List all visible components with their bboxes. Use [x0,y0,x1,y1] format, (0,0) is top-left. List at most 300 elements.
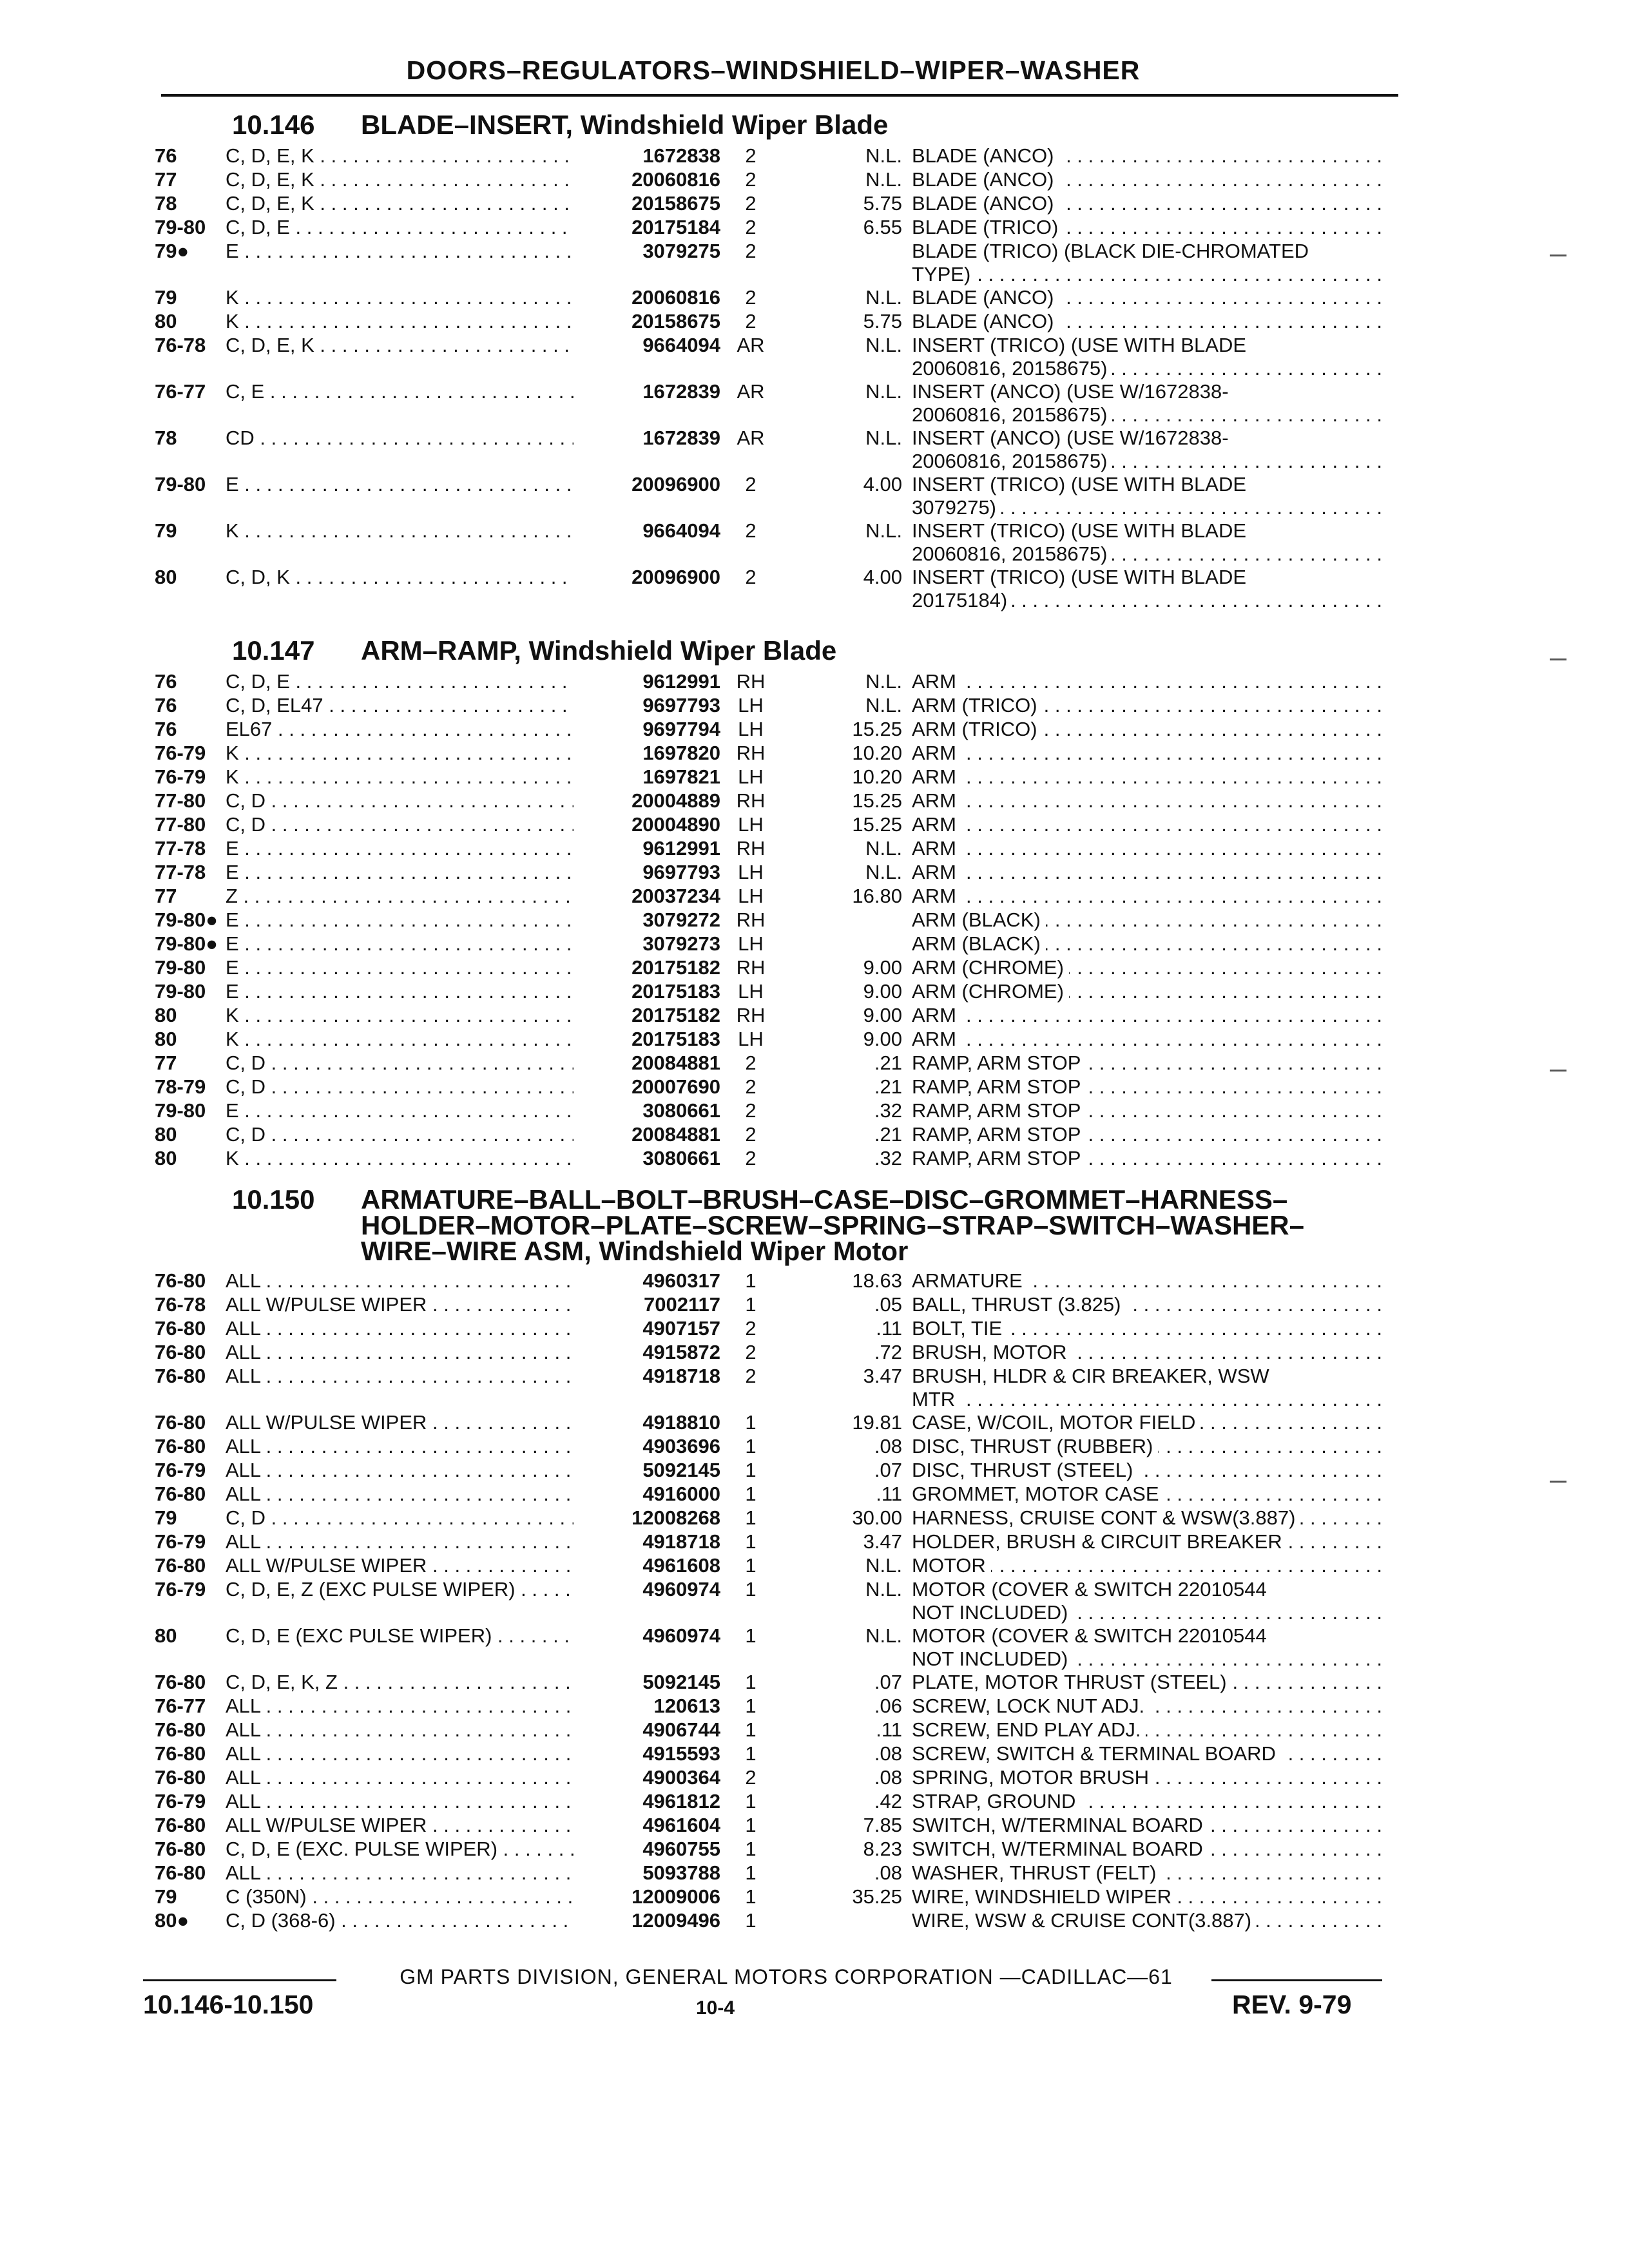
description-cell [912,1624,1382,1671]
year-range: 76-79 [155,1790,206,1812]
description: BRUSH, HLDR & CIR BREAKER, WSW MTR [912,1365,1269,1410]
year-range: 78 [155,192,177,215]
description-cell [912,566,1382,612]
description-cell [912,1004,1382,1027]
year-range: 76-80 [155,1671,206,1693]
table-row [0,1365,1629,1410]
description-cell [912,885,1382,908]
description-cell [912,427,1382,473]
model-code: E . . . [226,473,574,496]
description-cell [912,1742,1382,1765]
table-row [0,1838,1629,1863]
quantity: LH [738,932,764,955]
price: 9.00 [863,1028,902,1050]
quantity: 2 [745,1123,757,1146]
description: ARM [912,742,961,764]
footer-section-range: 10.146-10.150 [143,1990,314,2019]
year-range: 79● [155,240,189,262]
year-range: 77 [155,1052,177,1074]
price: .11 [876,1718,902,1741]
description: BOLT, TIE [912,1317,1007,1340]
table-row [0,1075,1629,1101]
quantity: 2 [745,286,757,309]
model-code: C, D, E, K . . . [226,144,574,168]
part-number: 20084881 [574,1123,720,1146]
description-cell [912,1578,1382,1624]
model-code: CD . . . [226,427,574,450]
quantity: RH [736,670,766,693]
table-row [0,1099,1629,1125]
part-number: 9664094 [574,519,720,543]
model-code: C, D, E, K . . . [226,168,574,191]
description-cell [912,1790,1382,1813]
model-code: ALL . . . [226,1341,574,1364]
part-number: 20007690 [574,1075,720,1099]
year-range: 76-80 [155,1814,206,1836]
description-cell [912,1341,1382,1364]
price: .07 [874,1671,902,1693]
model-code: K . . . [226,1004,574,1027]
model-code: K . . . [226,310,574,333]
price: 9.00 [863,956,902,979]
price: N.L. [865,1624,902,1647]
price: N.L. [865,168,902,191]
year-range: 77-80 [155,789,206,812]
part-number: 7002117 [574,1293,720,1316]
table-row [0,310,1629,336]
price: 16.80 [852,885,902,907]
part-number: 20175183 [574,980,720,1003]
model-code: C, D . . . [226,1506,574,1530]
part-number: 1697821 [574,765,720,789]
year-range: 78-79 [155,1075,206,1098]
section-title [232,1184,1304,1266]
description: ARM [912,1004,961,1026]
year-range: 76-80 [155,1317,206,1340]
description-cell [912,718,1382,741]
description-cell [912,1269,1382,1293]
description: ARM [912,765,961,788]
description-cell [912,286,1382,309]
part-number: 4961604 [574,1814,720,1837]
model-code: K . . . [226,1147,574,1170]
table-row [0,1530,1629,1556]
year-range: 77 [155,885,177,907]
year-range: 76-79 [155,742,206,764]
price: .07 [874,1459,902,1481]
table-row [0,908,1629,934]
model-code: ALL . . . [226,1435,574,1458]
table-row [0,861,1629,887]
section-number: 10.147 [232,635,315,666]
part-number: 5092145 [574,1459,720,1482]
part-number: 12008268 [574,1506,720,1530]
part-number: 120613 [574,1695,720,1718]
price: N.L. [865,286,902,309]
description: HARNESS, CRUISE CONT & WSW(3.887) [912,1506,1300,1529]
quantity: LH [738,765,764,788]
price: .08 [874,1766,902,1789]
description: RAMP, ARM STOP [912,1099,1086,1122]
model-code: ALL . . . [226,1695,574,1718]
quantity: 1 [745,1885,757,1908]
description: INSERT (ANCO) (USE W/1672838- 20060816, 20158675) [912,427,1229,472]
model-code: ALL . . . [226,1530,574,1553]
table-row [0,813,1629,839]
model-code: C, D . . . [226,1075,574,1099]
description-cell [912,1885,1382,1908]
description-cell [912,1075,1382,1099]
price: 4.00 [863,473,902,495]
year-range: 80 [155,566,177,588]
table-row [0,1435,1629,1461]
model-code: ALL W/PULSE WIPER . . . [226,1293,574,1316]
part-number: 20084881 [574,1052,720,1075]
year-range: 76-80 [155,1554,206,1577]
year-range: 80 [155,1123,177,1146]
description-cell [912,334,1382,380]
table-row [0,1293,1629,1319]
year-range: 76 [155,144,177,167]
model-code: ALL . . . [226,1317,574,1340]
model-code: EL67 . . . [226,718,574,741]
part-number: 9612991 [574,837,720,860]
description-cell [912,1099,1382,1122]
table-row [0,1695,1629,1720]
table-row [0,670,1629,696]
year-range: 79 [155,286,177,309]
description-cell [912,1718,1382,1742]
quantity: 1 [745,1293,757,1316]
part-number: 3079272 [574,908,720,932]
model-code: C, D, E (EXC PULSE WIPER) . . . [226,1624,574,1648]
part-number: 9697794 [574,718,720,741]
part-number: 20175183 [574,1028,720,1051]
model-code: C, D . . . [226,1052,574,1075]
price: N.L. [865,519,902,542]
model-code: ALL W/PULSE WIPER . . . [226,1411,574,1434]
description-cell [912,694,1382,717]
quantity: 1 [745,1411,757,1434]
description: ARM [912,885,961,907]
description: MOTOR [912,1554,991,1577]
footer-rule-left [143,1979,336,1981]
price: 15.25 [852,718,902,740]
description: INSERT (TRICO) (USE WITH BLADE 3079275) [912,473,1247,519]
price: 5.75 [863,310,902,332]
table-row [0,192,1629,218]
quantity: 2 [745,1317,757,1340]
description-cell [912,1861,1382,1885]
quantity: 1 [745,1718,757,1741]
table-row [0,1506,1629,1532]
year-range: 76-80 [155,1861,206,1884]
price: .32 [874,1147,902,1169]
part-number: 20060816 [574,168,720,191]
table-row [0,566,1629,611]
price: 4.00 [863,566,902,588]
model-code: ALL . . . [226,1718,574,1742]
description-cell [912,168,1382,191]
quantity: 1 [745,1554,757,1577]
table-row [0,837,1629,863]
price: N.L. [865,1554,902,1577]
quantity: 1 [745,1578,757,1600]
model-code: C, D, E (EXC. PULSE WIPER) . . . [226,1838,574,1861]
margin-tick [1550,255,1566,256]
description: BLADE (ANCO) [912,310,1059,332]
model-code: K . . . [226,519,574,543]
part-number: 3080661 [574,1147,720,1170]
quantity: LH [738,885,764,907]
year-range: 77-80 [155,813,206,836]
model-code: K . . . [226,765,574,789]
quantity: AR [737,334,765,356]
description: BLADE (ANCO) [912,192,1059,215]
price: N.L. [865,427,902,449]
quantity: 1 [745,1814,757,1836]
model-code: C, D, E, K . . . [226,334,574,357]
description: GROMMET, MOTOR CASE [912,1483,1164,1505]
description-cell [912,1671,1382,1694]
table-row [0,216,1629,242]
model-code: C, E . . . [226,380,574,403]
quantity: 2 [745,1075,757,1098]
model-code: E . . . [226,837,574,860]
price: N.L. [865,861,902,883]
table-row [0,1459,1629,1485]
description: WIRE, WSW & CRUISE CONT(3.887) [912,1909,1257,1932]
table-row [0,885,1629,910]
description: BLADE (ANCO) [912,286,1059,309]
description-cell [912,1838,1382,1861]
table-row [0,1341,1629,1367]
price: N.L. [865,1578,902,1600]
price: N.L. [865,380,902,403]
table-row [0,1790,1629,1816]
model-code: C, D . . . [226,1123,574,1146]
description: MOTOR (COVER & SWITCH 22010544 NOT INCLUDED) [912,1624,1267,1670]
table-row [0,1411,1629,1437]
description-cell [912,519,1382,566]
description-cell [912,1506,1382,1530]
year-range: 76-77 [155,1695,206,1717]
price: .42 [874,1790,902,1812]
year-range: 77-78 [155,861,206,883]
year-range: 77-78 [155,837,206,860]
description-cell [912,380,1382,427]
table-row [0,1885,1629,1911]
description: ARM [912,813,961,836]
model-code: C, D . . . [226,789,574,812]
quantity: 1 [745,1483,757,1505]
price: .21 [874,1075,902,1098]
description-cell [912,310,1382,333]
description-cell [912,1554,1382,1577]
part-number: 20037234 [574,885,720,908]
section-number: 10.150 [232,1184,315,1215]
year-range: 79 [155,519,177,542]
table-row [0,1004,1629,1030]
model-code: ALL W/PULSE WIPER . . . [226,1814,574,1837]
table-row [0,1483,1629,1508]
description-cell [912,932,1382,956]
description-cell [912,837,1382,860]
table-row [0,980,1629,1006]
model-code: C, D . . . [226,813,574,836]
part-number: 4915593 [574,1742,720,1765]
description-cell [912,1317,1382,1340]
quantity: 1 [745,1790,757,1812]
part-number: 4915872 [574,1341,720,1364]
model-code: ALL . . . [226,1790,574,1813]
price: 18.63 [852,1269,902,1292]
description: BLADE (TRICO) (BLACK DIE-CHROMATED TYPE) [912,240,1309,285]
year-range: 79-80 [155,1099,206,1122]
quantity: 2 [745,1341,757,1363]
part-number: 1697820 [574,742,720,765]
quantity: RH [736,956,766,979]
quantity: RH [736,1004,766,1026]
price: 5.75 [863,192,902,215]
year-range: 76 [155,718,177,740]
part-number: 4960755 [574,1838,720,1861]
description: BLADE (ANCO) [912,168,1059,191]
quantity: 2 [745,240,757,262]
description: DISC, THRUST (RUBBER) [912,1435,1158,1457]
section-number: 10.146 [232,110,315,140]
description-cell [912,1052,1382,1075]
description: INSERT (TRICO) (USE WITH BLADE 20060816, 20158675) [912,334,1247,380]
description: ARM [912,837,961,860]
table-row [0,1028,1629,1053]
quantity: AR [737,380,765,403]
model-code: ALL W/PULSE WIPER . . . [226,1554,574,1577]
description-cell [912,742,1382,765]
price: .11 [876,1483,902,1505]
quantity: 1 [745,1530,757,1553]
description-cell [912,861,1382,884]
description: ARM [912,670,961,693]
year-range: 79-80 [155,956,206,979]
quantity: 1 [745,1742,757,1765]
price: 15.25 [852,813,902,836]
part-number: 4960974 [574,1578,720,1601]
model-code: C, D, E, K . . . [226,192,574,215]
footer-revision: REV. 9-79 [1232,1990,1352,2019]
year-range: 76-79 [155,765,206,788]
part-number: 9664094 [574,334,720,357]
part-number: 12009006 [574,1885,720,1908]
footer-page-number: 10-4 [696,1997,735,2019]
part-number: 4906744 [574,1718,720,1742]
quantity: 1 [745,1861,757,1884]
description: HOLDER, BRUSH & CIRCUIT BREAKER [912,1530,1287,1553]
model-code: K . . . [226,286,574,309]
price: 3.47 [863,1530,902,1553]
quantity: RH [736,789,766,812]
table-row [0,718,1629,744]
description: BRUSH, MOTOR [912,1341,1072,1363]
description: INSERT (ANCO) (USE W/1672838- 20060816, 20158675) [912,380,1229,426]
quantity: 1 [745,1435,757,1457]
part-number: 4903696 [574,1435,720,1458]
description-cell [912,1695,1382,1718]
table-row [0,427,1629,472]
quantity: 2 [745,1052,757,1074]
quantity: LH [738,861,764,883]
part-number: 4960317 [574,1269,720,1293]
table-row [0,1742,1629,1768]
price: 15.25 [852,789,902,812]
table-row [0,1554,1629,1580]
model-code: C, D, E, K, Z . . . [226,1671,574,1694]
description-cell [912,908,1382,932]
quantity: 2 [745,310,757,332]
description-cell [912,144,1382,168]
description: SCREW, END PLAY ADJ. [912,1718,1146,1741]
quantity: 2 [745,1766,757,1789]
description: WIRE, WINDSHIELD WIPER [912,1885,1177,1908]
price: .08 [874,1435,902,1457]
year-range: 76-80 [155,1435,206,1457]
price: N.L. [865,670,902,693]
model-code: ALL . . . [226,1269,574,1293]
model-code: K . . . [226,1028,574,1051]
year-range: 79-80● [155,932,218,955]
table-row [0,519,1629,565]
quantity: 2 [745,192,757,215]
quantity: LH [738,980,764,1003]
model-code: C, D, E . . . [226,670,574,693]
description: BLADE (TRICO) [912,216,1063,238]
quantity: 2 [745,473,757,495]
description: PLATE, MOTOR THRUST (STEEL) [912,1671,1232,1693]
description-cell [912,1147,1382,1170]
part-number: 9697793 [574,694,720,717]
part-number: 3080661 [574,1099,720,1122]
price: .32 [874,1099,902,1122]
quantity: 2 [745,519,757,542]
table-row [0,380,1629,426]
description: ARM (CHROME) [912,956,1069,979]
price: .11 [876,1317,902,1340]
description: ARM [912,1028,961,1050]
part-number: 4916000 [574,1483,720,1506]
description: SCREW, SWITCH & TERMINAL BOARD [912,1742,1281,1765]
description: ARM (BLACK) [912,908,1046,931]
header-rule [161,94,1398,97]
part-number: 20175182 [574,956,720,979]
quantity: 1 [745,1695,757,1717]
description: ARM (CHROME) [912,980,1069,1003]
year-range: 76-79 [155,1578,206,1600]
quantity: LH [738,1028,764,1050]
model-code: C (350N) . . . [226,1885,574,1908]
part-number: 20175184 [574,216,720,239]
year-range: 79 [155,1885,177,1908]
quantity: 1 [745,1909,757,1932]
table-row [0,1718,1629,1744]
quantity: 1 [745,1838,757,1860]
description-cell [912,980,1382,1003]
description: ARM (TRICO) [912,718,1043,740]
price: 7.85 [863,1814,902,1836]
description: RAMP, ARM STOP [912,1147,1086,1169]
price: .08 [874,1861,902,1884]
model-code: C, D, E . . . [226,216,574,239]
model-code: E . . . [226,956,574,979]
